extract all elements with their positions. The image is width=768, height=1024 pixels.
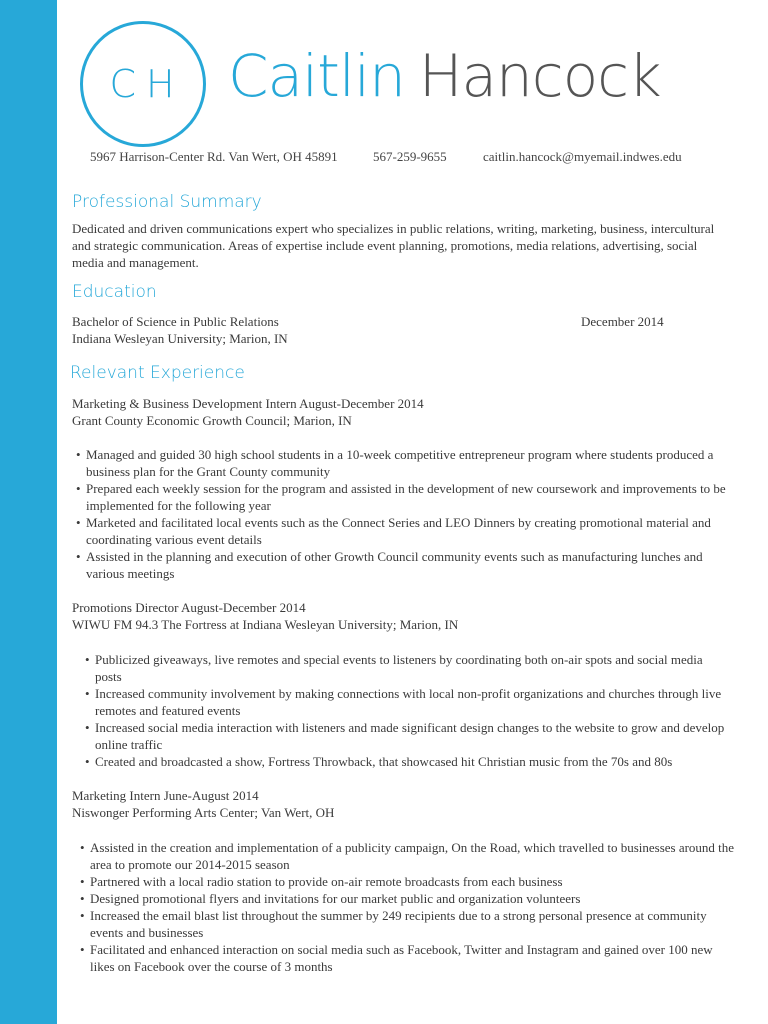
job-organization: Niswonger Performing Arts Center; Van Wert, OH xyxy=(72,805,335,820)
summary-text: Dedicated and driven communications expert who specializes in public relations, writing, marketing, business, intercultural and strategic communication. Areas of expertise include event planning, promotions, media relations, advertising, social media and management. xyxy=(72,221,715,270)
education-degree: Bachelor of Science in Public Relations xyxy=(72,314,279,329)
job-organization: WIWU FM 94.3 The Fortress at Indiana Wesleyan University; Marion, IN xyxy=(72,617,459,632)
list-item: • Managed and guided 30 high school students in a 10-week competitive entrepreneur program where students produced a business plan for the Grant County community xyxy=(72,446,732,480)
list-item: • Assisted in the creation and implementation of a publicity campaign, On the Road, which travelled to businesses around the area to promote our 2014-2015 season xyxy=(76,839,736,873)
last-name: Hancock xyxy=(418,42,661,110)
first-name: Caitlin xyxy=(228,42,405,110)
list-item: • Increased social media interaction with listeners and made significant design changes to the website to grow and develop online traffic xyxy=(81,719,731,753)
list-item: • Created and broadcasted a show, Fortress Throwback, that showcased hit Christian music from the 70s and 80s xyxy=(81,753,731,770)
list-item: • Assisted in the planning and execution of other Growth Council community events such as manufacturing lunches and various meetings xyxy=(72,548,732,582)
job-title: Promotions Director August-December 2014 xyxy=(72,600,306,615)
list-item: • Increased the email blast list throughout the summer by 249 recipients due to a strong personal presence at community events and businesses xyxy=(76,907,736,941)
list-item: • Prepared each weekly session for the program and assisted in the development of new coursework and improvements to be implemented for the following year xyxy=(72,480,732,514)
list-item: • Designed promotional flyers and invitations for our market public and organization volunteers xyxy=(76,890,736,907)
job-title: Marketing & Business Development Intern August-December 2014 xyxy=(72,396,424,411)
education-heading: Education xyxy=(72,282,157,302)
contact-address: 5967 Harrison-Center Rd. Van Wert, OH 45891 xyxy=(90,149,338,164)
education-school: Indiana Wesleyan University; Marion, IN xyxy=(72,331,288,346)
job-bullet-list xyxy=(81,651,731,770)
resume-name xyxy=(228,42,661,110)
experience-heading: Relevant Experience xyxy=(70,363,245,383)
monogram-circle xyxy=(80,21,206,147)
education-date: December 2014 xyxy=(581,314,664,329)
list-item: • Facilitated and enhanced interaction on social media such as Facebook, Twitter and Instagram and gained over 100 new likes on Facebook over the course of 3 months xyxy=(76,941,736,975)
list-item: • Partnered with a local radio station to provide on-air remote broadcasts from each business xyxy=(76,873,736,890)
contact-email: caitlin.hancock@myemail.indwes.edu xyxy=(483,149,682,164)
job-bullet-list xyxy=(76,839,736,975)
side-accent-bar xyxy=(0,0,57,1024)
job-organization: Grant County Economic Growth Council; Marion, IN xyxy=(72,413,352,428)
list-item: • Increased community involvement by making connections with local non-profit organizations and churches through live remotes and featured events xyxy=(81,685,731,719)
summary-heading: Professional Summary xyxy=(72,192,262,212)
monogram-initials: CH xyxy=(109,62,185,106)
job-bullet-list xyxy=(72,446,732,582)
contact-phone: 567-259-9655 xyxy=(373,149,447,164)
list-item: • Marketed and facilitated local events such as the Connect Series and LEO Dinners by creating promotional material and coordinating various event details xyxy=(72,514,732,548)
list-item: • Publicized giveaways, live remotes and special events to listeners by coordinating both on-air spots and social media posts xyxy=(81,651,731,685)
job-title: Marketing Intern June-August 2014 xyxy=(72,788,259,803)
